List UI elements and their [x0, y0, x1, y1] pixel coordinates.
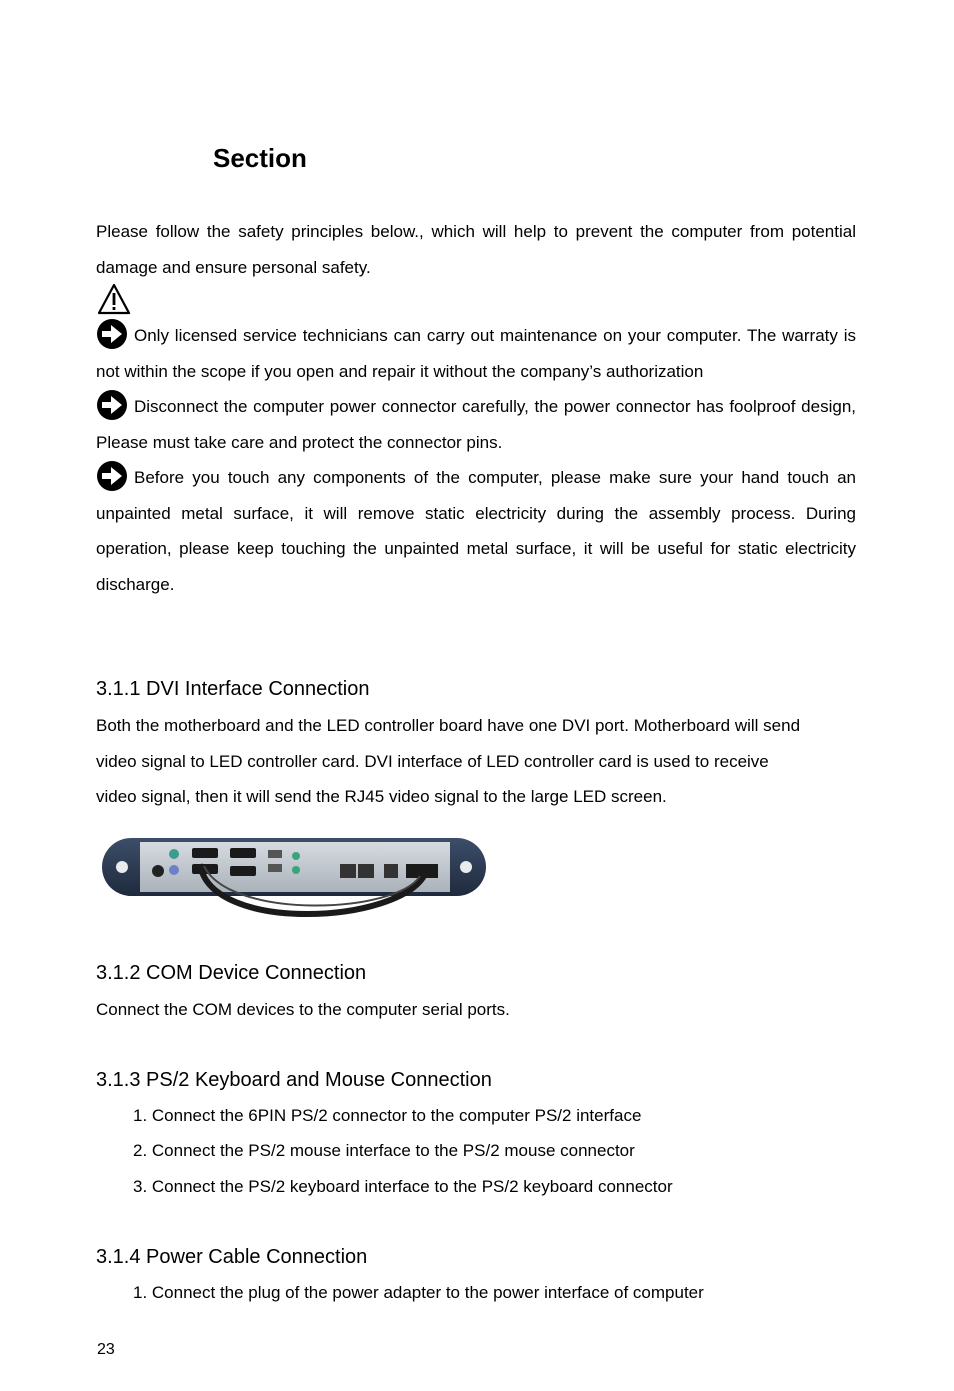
list-item: 1. Connect the plug of the power adapter to the power interface of computer — [133, 1283, 704, 1302]
page-number: 23 — [97, 1341, 115, 1358]
heading-ps2: 3.1.3 PS/2 Keyboard and Mouse Connection — [96, 1069, 492, 1091]
section-title: Section — [213, 143, 307, 173]
dvi-line: Both the motherboard and the LED controller board have one DVI port. Motherboard will send — [96, 716, 801, 735]
arrow-circle-icon — [96, 460, 128, 492]
com-text: Connect the COM devices to the computer serial ports. — [96, 1000, 510, 1019]
arrow-circle-icon — [96, 389, 128, 421]
arrow-circle-icon — [96, 318, 128, 350]
warning-triangle-icon — [97, 283, 131, 315]
warning-text: Before you touch any components of the computer, please make sure your hand touch an unpainted metal surface, it will remove static electricity during the assembly process. During operation, please keep touching the unpainted metal surface, it will be useful for static electricity discharge. — [96, 468, 856, 594]
warning-item-license — [96, 318, 856, 389]
heading-com: 3.1.2 COM Device Connection — [96, 962, 367, 984]
device-back-panel-image — [100, 834, 488, 918]
heading-dvi: 3.1.1 DVI Interface Connection — [96, 678, 370, 700]
intro-paragraph: Please follow the safety principles below., which will help to prevent the computer from potential damage and ensure personal safety. — [96, 222, 856, 277]
list-item: 1. Connect the 6PIN PS/2 connector to the computer PS/2 interface — [133, 1106, 642, 1125]
list-item: 3. Connect the PS/2 keyboard interface to the PS/2 keyboard connector — [133, 1177, 673, 1196]
heading-power: 3.1.4 Power Cable Connection — [96, 1246, 368, 1268]
dvi-line: video signal to LED controller card. DVI interface of LED controller card is used to receive — [96, 752, 769, 771]
warning-text: Disconnect the computer power connector carefully, the power connector has foolproof design, Please must take care and protect the connector pins. — [96, 397, 856, 452]
warning-item-power — [96, 389, 856, 460]
warning-item-static — [96, 460, 856, 602]
dvi-line: video signal, then it will send the RJ45 video signal to the large LED screen. — [96, 787, 667, 806]
list-item: 2. Connect the PS/2 mouse interface to the PS/2 mouse connector — [133, 1141, 635, 1160]
warning-text: Only licensed service technicians can carry out maintenance on your computer. The warraty is not within the scope if you open and repair it without the company’s authorization — [96, 326, 856, 381]
